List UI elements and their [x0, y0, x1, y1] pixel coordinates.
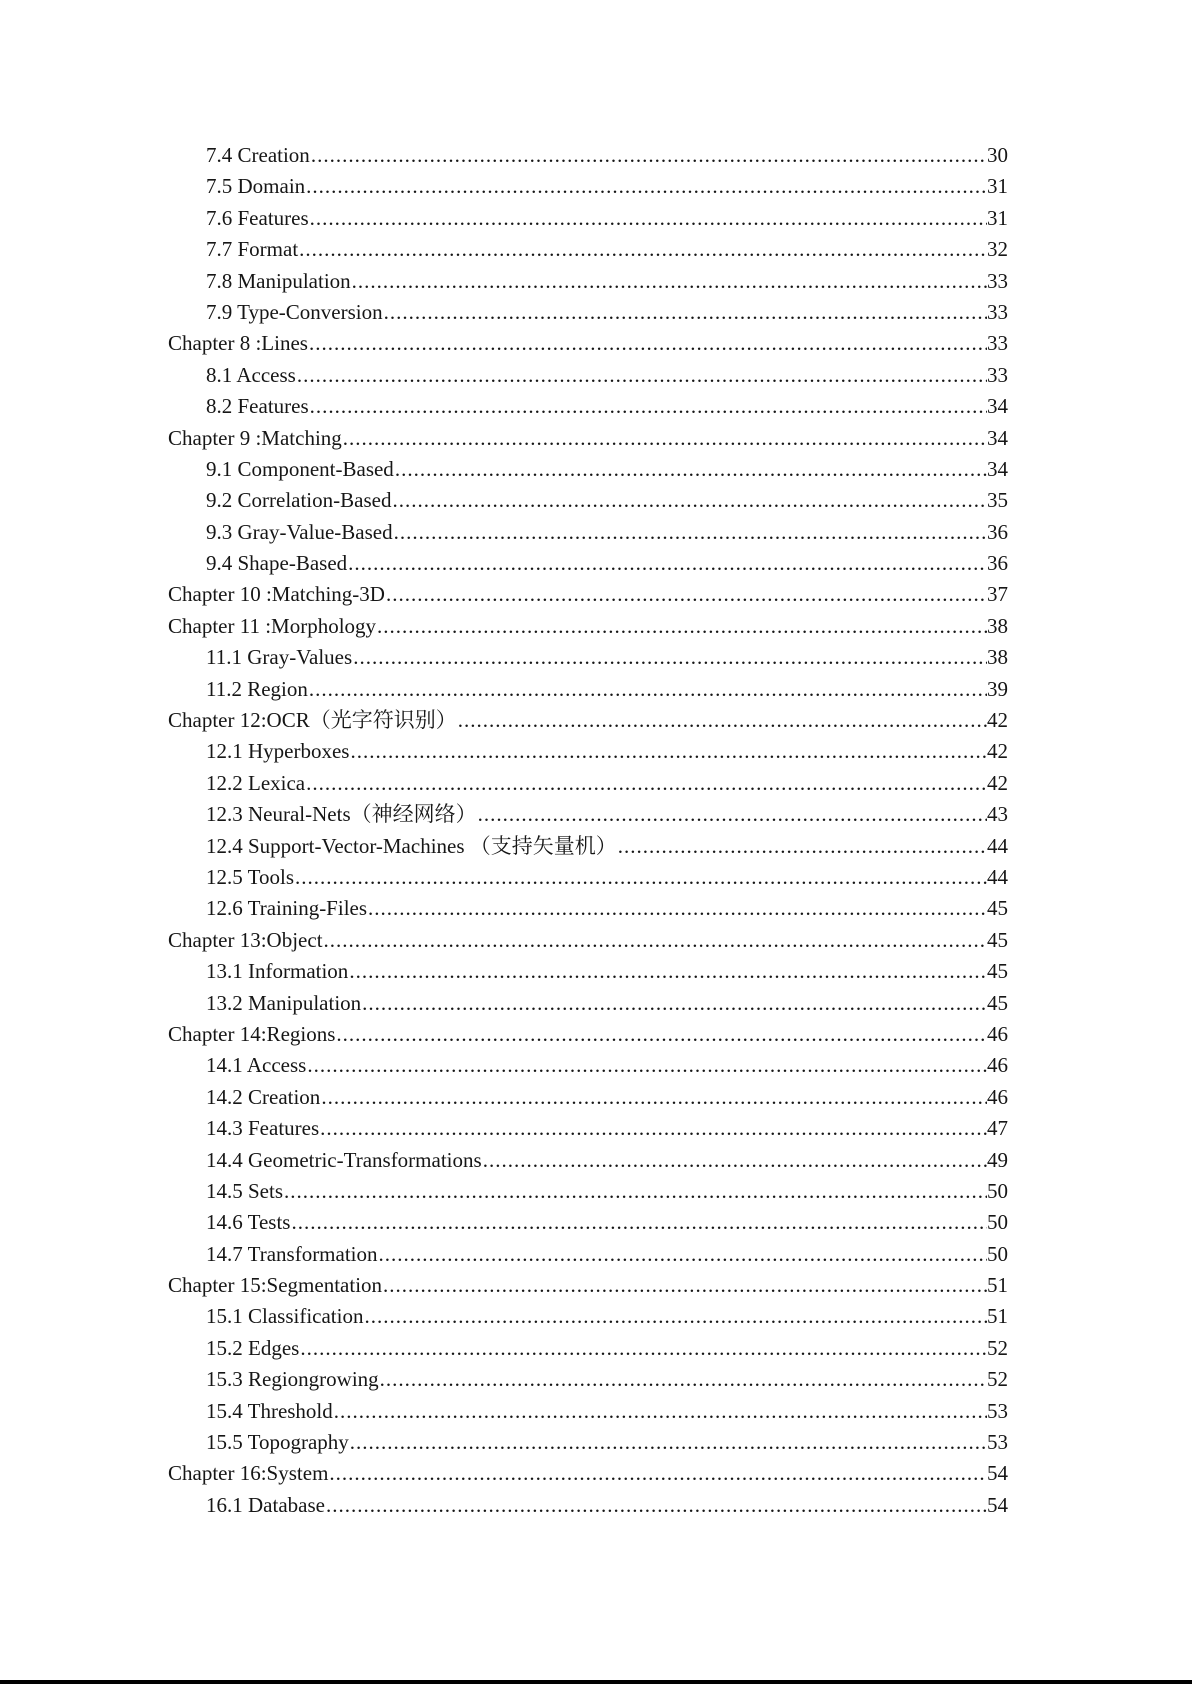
toc-entry-label: 11.1 Gray-Values: [206, 645, 353, 670]
toc-entry-page-number: 44: [987, 833, 1008, 858]
toc-entry-page-number: 53: [987, 1398, 1008, 1423]
table-of-contents: [168, 140, 1008, 1521]
toc-entry-page-number: 46: [987, 1084, 1008, 1109]
toc-entry: [168, 1019, 1008, 1050]
toc-entry: [168, 1239, 1008, 1270]
toc-entry-page-number: 50: [987, 1241, 1008, 1266]
dot-leader: [382, 1270, 987, 1301]
dot-leader: [335, 1019, 987, 1050]
dot-leader: [296, 360, 987, 391]
toc-entry: [168, 988, 1008, 1019]
toc-entry-page-number: 42: [987, 770, 1008, 795]
toc-entry-label: 15.2 Edges: [206, 1335, 300, 1360]
toc-entry-page-number: 30: [987, 143, 1008, 167]
toc-entry-page-number: 38: [987, 645, 1008, 670]
toc-entry-label: 12.3 Neural-Nets（神经网络）: [206, 802, 477, 827]
toc-entry: [168, 705, 1008, 736]
toc-entry-page-number: 46: [987, 1021, 1008, 1046]
dot-leader: [298, 234, 987, 265]
toc-entry-page-number: 53: [987, 1430, 1008, 1455]
toc-entry-label: 14.1 Access: [206, 1053, 307, 1078]
dot-leader: [348, 956, 987, 987]
dot-leader: [308, 328, 987, 359]
toc-entry-label: 11.2 Region: [206, 676, 308, 701]
dot-leader: [283, 1176, 987, 1207]
toc-entry-page-number: 44: [987, 864, 1008, 889]
toc-entry-page-number: 33: [987, 268, 1008, 293]
toc-entry-label: 7.4 Creation: [206, 143, 310, 167]
toc-entry: [168, 1050, 1008, 1081]
toc-entry-label: Chapter 8 :Lines: [168, 331, 308, 356]
dot-leader: [383, 297, 987, 328]
dot-leader: [367, 893, 987, 924]
toc-entry-page-number: 39: [987, 676, 1008, 701]
toc-entry: [168, 203, 1008, 234]
toc-entry: [168, 1145, 1008, 1176]
toc-entry-page-number: 45: [987, 990, 1008, 1015]
toc-entry-page-number: 50: [987, 1178, 1008, 1203]
toc-entry-label: 13.1 Information: [206, 959, 349, 984]
dot-leader: [323, 925, 987, 956]
toc-entry-label: 8.2 Features: [206, 394, 309, 419]
dot-leader: [361, 988, 987, 1019]
toc-entry-label: 15.4 Threshold: [206, 1398, 333, 1423]
dot-leader: [328, 1458, 987, 1489]
toc-entry: [168, 548, 1008, 579]
dot-leader: [385, 579, 987, 610]
toc-entry: [168, 171, 1008, 202]
toc-entry-label: 12.1 Hyperboxes: [206, 739, 350, 764]
dot-leader: [305, 768, 987, 799]
toc-entry-label: 13.2 Manipulation: [206, 990, 362, 1015]
toc-entry: [168, 611, 1008, 642]
dot-leader: [394, 454, 987, 485]
toc-entry-label: 14.4 Geometric-Transformations: [206, 1147, 482, 1172]
toc-entry-label: 7.8 Manipulation: [206, 268, 351, 293]
toc-entry-page-number: 42: [987, 708, 1008, 733]
toc-entry: [168, 642, 1008, 673]
dot-leader: [378, 1239, 987, 1270]
toc-entry: [168, 736, 1008, 767]
toc-entry-label: Chapter 16:System: [168, 1461, 329, 1486]
toc-entry: [168, 831, 1008, 862]
dot-leader: [477, 799, 987, 830]
toc-entry: [168, 1490, 1008, 1521]
toc-entry-page-number: 43: [987, 802, 1008, 827]
toc-entry: [168, 297, 1008, 328]
toc-entry: [168, 454, 1008, 485]
toc-entry-label: 9.2 Correlation-Based: [206, 488, 392, 513]
dot-leader: [363, 1301, 987, 1332]
toc-entry-label: 9.1 Component-Based: [206, 456, 394, 481]
toc-entry: [168, 1082, 1008, 1113]
toc-entry-page-number: 51: [987, 1304, 1008, 1329]
dot-leader: [342, 423, 987, 454]
toc-entry-label: 14.3 Features: [206, 1116, 320, 1141]
dot-leader: [617, 831, 987, 862]
dot-leader: [351, 266, 987, 297]
toc-entry-page-number: 47: [987, 1116, 1008, 1141]
toc-entry-page-number: 33: [987, 331, 1008, 356]
toc-entry-page-number: 34: [987, 456, 1008, 481]
toc-entry-label: 7.7 Format: [206, 237, 299, 262]
toc-entry: [168, 234, 1008, 265]
toc-entry-page-number: 45: [987, 896, 1008, 921]
dot-leader: [299, 1333, 987, 1364]
toc-entry-page-number: 36: [987, 519, 1008, 544]
toc-entry-page-number: 32: [987, 237, 1008, 262]
toc-entry-page-number: 33: [987, 362, 1008, 387]
toc-entry-page-number: 45: [987, 927, 1008, 952]
toc-entry-page-number: 42: [987, 739, 1008, 764]
toc-entry: [168, 328, 1008, 359]
toc-entry: [168, 1458, 1008, 1489]
toc-entry-label: 16.1 Database: [206, 1492, 325, 1517]
toc-entry-label: 7.5 Domain: [206, 174, 306, 199]
dot-leader: [352, 642, 987, 673]
dot-leader: [333, 1396, 987, 1427]
toc-entry: [168, 1176, 1008, 1207]
dot-leader: [290, 1207, 987, 1238]
toc-entry-label: 15.1 Classification: [206, 1304, 364, 1329]
page-edge-bar: [0, 1680, 1192, 1684]
toc-entry: [168, 360, 1008, 391]
toc-entry: [168, 423, 1008, 454]
toc-entry-label: Chapter 15:Segmentation: [168, 1273, 383, 1298]
toc-entry-page-number: 34: [987, 394, 1008, 419]
toc-entry-label: 15.5 Topography: [206, 1430, 349, 1455]
toc-entry-page-number: 34: [987, 425, 1008, 450]
toc-entry: [168, 579, 1008, 610]
dot-leader: [305, 171, 987, 202]
toc-entry-label: 14.7 Transformation: [206, 1241, 378, 1266]
toc-entry: [168, 862, 1008, 893]
toc-entry-label: 7.9 Type-Conversion: [206, 299, 383, 324]
toc-entry-label: Chapter 11 :Morphology: [168, 613, 377, 638]
dot-leader: [320, 1082, 987, 1113]
toc-entry: [168, 1333, 1008, 1364]
toc-entry: [168, 799, 1008, 830]
dot-leader: [306, 1050, 987, 1081]
toc-entry: [168, 768, 1008, 799]
toc-entry-page-number: 31: [987, 174, 1008, 199]
toc-entry: [168, 485, 1008, 516]
dot-leader: [349, 736, 987, 767]
dot-leader: [319, 1113, 987, 1144]
dot-leader: [457, 705, 987, 736]
toc-entry-page-number: 51: [987, 1273, 1008, 1298]
toc-entry-label: 12.4 Support-Vector-Machines （支持矢量机）: [206, 833, 617, 858]
toc-entry-label: 12.6 Training-Files: [206, 896, 368, 921]
toc-entry: [168, 893, 1008, 924]
toc-entry-page-number: 46: [987, 1053, 1008, 1078]
toc-entry: [168, 266, 1008, 297]
toc-entry: [168, 1427, 1008, 1458]
toc-entry: [168, 517, 1008, 548]
dot-leader: [309, 203, 987, 234]
toc-entry-page-number: 33: [987, 299, 1008, 324]
toc-entry: [168, 1113, 1008, 1144]
toc-entry-label: Chapter 14:Regions: [168, 1021, 336, 1046]
toc-entry-page-number: 49: [987, 1147, 1008, 1172]
toc-entry: [168, 1270, 1008, 1301]
toc-entry-label: 14.6 Tests: [206, 1210, 291, 1235]
toc-entry-page-number: 52: [987, 1335, 1008, 1360]
toc-entry-page-number: 50: [987, 1210, 1008, 1235]
toc-entry-label: 12.2 Lexica: [206, 770, 306, 795]
toc-entry-page-number: 45: [987, 959, 1008, 984]
toc-entry-page-number: 54: [987, 1492, 1008, 1517]
toc-entry: [168, 1396, 1008, 1427]
dot-leader: [349, 1427, 987, 1458]
toc-entry: [168, 1301, 1008, 1332]
toc-entry: [168, 1207, 1008, 1238]
toc-entry: [168, 391, 1008, 422]
toc-entry-label: 15.3 Regiongrowing: [206, 1367, 379, 1392]
toc-entry-page-number: 35: [987, 488, 1008, 513]
dot-leader: [379, 1364, 987, 1395]
toc-entry-label: 12.5 Tools: [206, 864, 294, 889]
toc-entry-label: 9.3 Gray-Value-Based: [206, 519, 393, 544]
toc-entry: [168, 674, 1008, 705]
dot-leader: [309, 391, 987, 422]
dot-leader: [393, 517, 987, 548]
toc-entry-label: 9.4 Shape-Based: [206, 551, 348, 576]
dot-leader: [294, 862, 987, 893]
dot-leader: [325, 1490, 987, 1521]
dot-leader: [310, 140, 987, 171]
dot-leader: [391, 485, 987, 516]
toc-entry-label: Chapter 9 :Matching: [168, 425, 342, 450]
toc-entry-page-number: 38: [987, 613, 1008, 638]
toc-entry-label: 14.5 Sets: [206, 1178, 284, 1203]
dot-leader: [482, 1145, 987, 1176]
toc-entry-page-number: 31: [987, 205, 1008, 230]
toc-entry-page-number: 37: [987, 582, 1008, 607]
toc-entry-label: Chapter 13:Object: [168, 927, 323, 952]
toc-entry: [168, 140, 1008, 171]
toc-entry-label: Chapter 10 :Matching-3D: [168, 582, 385, 607]
dot-leader: [308, 674, 987, 705]
toc-entry-page-number: 54: [987, 1461, 1008, 1486]
toc-entry-label: 14.2 Creation: [206, 1084, 321, 1109]
dot-leader: [347, 548, 987, 579]
toc-entry-label: Chapter 12:OCR（光字符识别）: [168, 708, 457, 733]
toc-entry-label: 7.6 Features: [206, 205, 309, 230]
toc-entry-label: 8.1 Access: [206, 362, 296, 387]
toc-entry-page-number: 52: [987, 1367, 1008, 1392]
toc-entry: [168, 925, 1008, 956]
toc-entry-page-number: 36: [987, 551, 1008, 576]
toc-entry: [168, 956, 1008, 987]
toc-entry: [168, 1364, 1008, 1395]
dot-leader: [376, 611, 987, 642]
